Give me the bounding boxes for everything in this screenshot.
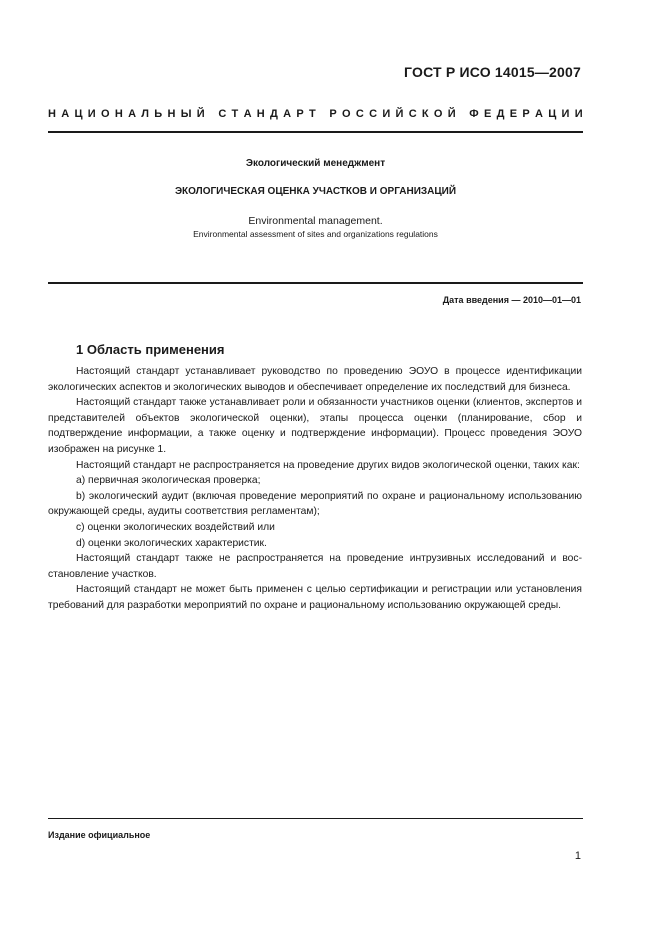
page-number: 1 bbox=[574, 850, 581, 862]
banner-letter: Д bbox=[270, 108, 278, 120]
banner-letter: Й bbox=[447, 108, 456, 120]
banner-letter: С bbox=[355, 108, 364, 120]
ru-topic: Экологический менеджмент bbox=[245, 158, 386, 169]
banner-letter: Н bbox=[167, 108, 176, 120]
banner-letter: Р bbox=[296, 108, 304, 120]
top-divider bbox=[48, 131, 583, 133]
banner-letter: О bbox=[100, 108, 110, 120]
banner-letter: Р bbox=[522, 108, 530, 120]
list-item: b) экологический аудит (включая проведение мероприятий по охране и рациональному использованию окружающей среды, аудиты соответствия регламентам); bbox=[48, 490, 582, 518]
en-title: Environmental assessment of sites and organizations regulations bbox=[193, 229, 438, 239]
national-standard-banner bbox=[48, 108, 583, 120]
banner-letter: Л bbox=[141, 108, 150, 120]
standard-id: ГОСТ Р ИСО 14015—2007 bbox=[404, 64, 581, 80]
list-item: a) первичная экологическая проверка; bbox=[76, 475, 261, 487]
paragraph: Настоящий стандарт также не распространяется на проведение интрузивных исследований и восстановление участков. bbox=[48, 553, 582, 580]
introduction-date: Дата введения — 2010—01—01 bbox=[442, 295, 581, 305]
banner-letter: Й bbox=[196, 108, 205, 120]
banner-letter: Т bbox=[309, 108, 316, 120]
banner-letter: И bbox=[87, 108, 96, 120]
banner-letter: К bbox=[421, 108, 429, 120]
list-item: d) оценки экологических характеристик. bbox=[76, 537, 267, 549]
banner-letter: И bbox=[574, 108, 583, 120]
banner-letter: Т bbox=[231, 108, 239, 120]
paragraph: Настоящий стандарт устанавливает руководство по проведению ЭОУО в процессе идентификации экологических аспектов и экологических выводов и обеспечивает определение их последствий для бизнеса. bbox=[48, 366, 582, 393]
paragraph: Настоящий стандарт также устанавливает роли и обязанности участников оценки (клиентов, экспертов и представителей объектов экологической оценки), этапы процесса оценки (планирование, сбор и подтверждение информации, а также оценку и подтверждение информации). Процесс проведения ЭОУО изображен на рисунке 1. bbox=[48, 397, 582, 455]
list-item: c) оценки экологических воздействий или bbox=[76, 521, 275, 533]
banner-letter: Н bbox=[48, 108, 56, 120]
banner-letter: О bbox=[342, 108, 351, 120]
banner-letter: Д bbox=[496, 108, 505, 120]
section-body bbox=[48, 364, 582, 614]
banner-letter bbox=[210, 108, 213, 120]
banner-letter: Н bbox=[114, 108, 123, 120]
banner-letter: Й bbox=[395, 108, 404, 120]
banner-letter: Ф bbox=[469, 108, 479, 120]
footer-divider bbox=[48, 818, 583, 819]
banner-letter: С bbox=[408, 108, 417, 120]
banner-letter: А bbox=[283, 108, 292, 120]
banner-letter: Ц bbox=[74, 108, 83, 120]
banner-letter: А bbox=[243, 108, 252, 120]
banner-letter bbox=[461, 108, 464, 120]
banner-letter: И bbox=[382, 108, 391, 120]
banner-letter: А bbox=[61, 108, 70, 120]
banner-letter: И bbox=[561, 108, 570, 120]
paragraph: Настоящий стандарт не может быть применен с целью сертификации и регистрации или установления требований для разработки мероприятий по охране и рациональному использованию окружающей среды. bbox=[48, 584, 582, 611]
banner-letter: С bbox=[369, 108, 378, 120]
banner-letter bbox=[321, 108, 324, 120]
section-heading: 1 Область применения bbox=[76, 342, 225, 357]
banner-letter: Е bbox=[483, 108, 492, 120]
banner-letter: Ц bbox=[548, 108, 557, 120]
banner-letter: Р bbox=[329, 108, 337, 120]
official-edition-note: Издание официальное bbox=[48, 830, 151, 840]
banner-letter: Н bbox=[256, 108, 265, 120]
banner-letter: А bbox=[128, 108, 137, 120]
banner-letter: Е bbox=[509, 108, 518, 120]
title-divider bbox=[48, 282, 583, 284]
banner-letter: Ь bbox=[154, 108, 163, 120]
paragraph: Настоящий стандарт не распространяется на проведение других видов экологической оценки, таких как: bbox=[76, 459, 580, 471]
banner-letter: А bbox=[534, 108, 543, 120]
banner-letter: С bbox=[218, 108, 227, 120]
ru-title: ЭКОЛОГИЧЕСКАЯ ОЦЕНКА УЧАСТКОВ И ОРГАНИЗАЦИЙ bbox=[174, 186, 457, 197]
banner-letter: Ы bbox=[180, 108, 192, 120]
en-topic: Environmental management. bbox=[248, 215, 383, 227]
banner-letter: О bbox=[433, 108, 443, 120]
